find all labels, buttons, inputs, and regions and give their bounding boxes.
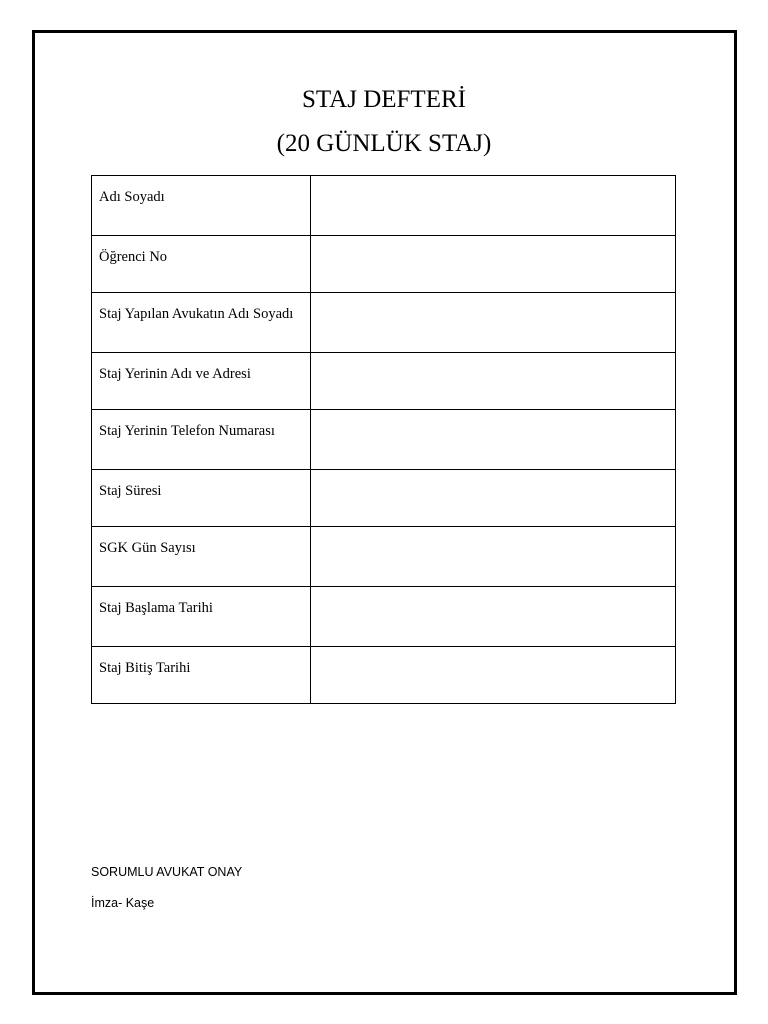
internship-info-table (91, 175, 676, 704)
table-row (92, 236, 676, 293)
row-value-workplace-phone[interactable] (311, 410, 676, 470)
row-label-start-date: Staj Başlama Tarihi (92, 587, 311, 647)
row-value-name[interactable] (311, 176, 676, 236)
table-row (92, 353, 676, 410)
row-value-start-date[interactable] (311, 587, 676, 647)
table-row (92, 647, 676, 704)
row-value-end-date[interactable] (311, 647, 676, 704)
row-label-name: Adı Soyadı (92, 176, 311, 236)
row-value-student-no[interactable] (311, 236, 676, 293)
row-label-sgk-days: SGK Gün Sayısı (92, 527, 311, 587)
row-value-sgk-days[interactable] (311, 527, 676, 587)
row-label-duration: Staj Süresi (92, 470, 311, 527)
row-label-workplace-address: Staj Yerinin Adı ve Adresi (92, 353, 311, 410)
approval-label: SORUMLU AVUKAT ONAY (91, 865, 243, 879)
table-row (92, 527, 676, 587)
table-row (92, 470, 676, 527)
row-value-lawyer-name[interactable] (311, 293, 676, 353)
table-row (92, 410, 676, 470)
row-label-workplace-phone: Staj Yerinin Telefon Numarası (92, 410, 311, 470)
table-row (92, 293, 676, 353)
table-row (92, 587, 676, 647)
row-label-lawyer-name: Staj Yapılan Avukatın Adı Soyadı (92, 293, 311, 353)
table-row (92, 176, 676, 236)
row-label-student-no: Öğrenci No (92, 236, 311, 293)
row-value-duration[interactable] (311, 470, 676, 527)
document-subtitle: (20 GÜNLÜK STAJ) (276, 130, 492, 157)
document-title: STAJ DEFTERİ (302, 86, 466, 113)
signature-stamp-label: İmza- Kaşe (91, 896, 155, 910)
row-label-end-date: Staj Bitiş Tarihi (92, 647, 311, 704)
row-value-workplace-address[interactable] (311, 353, 676, 410)
